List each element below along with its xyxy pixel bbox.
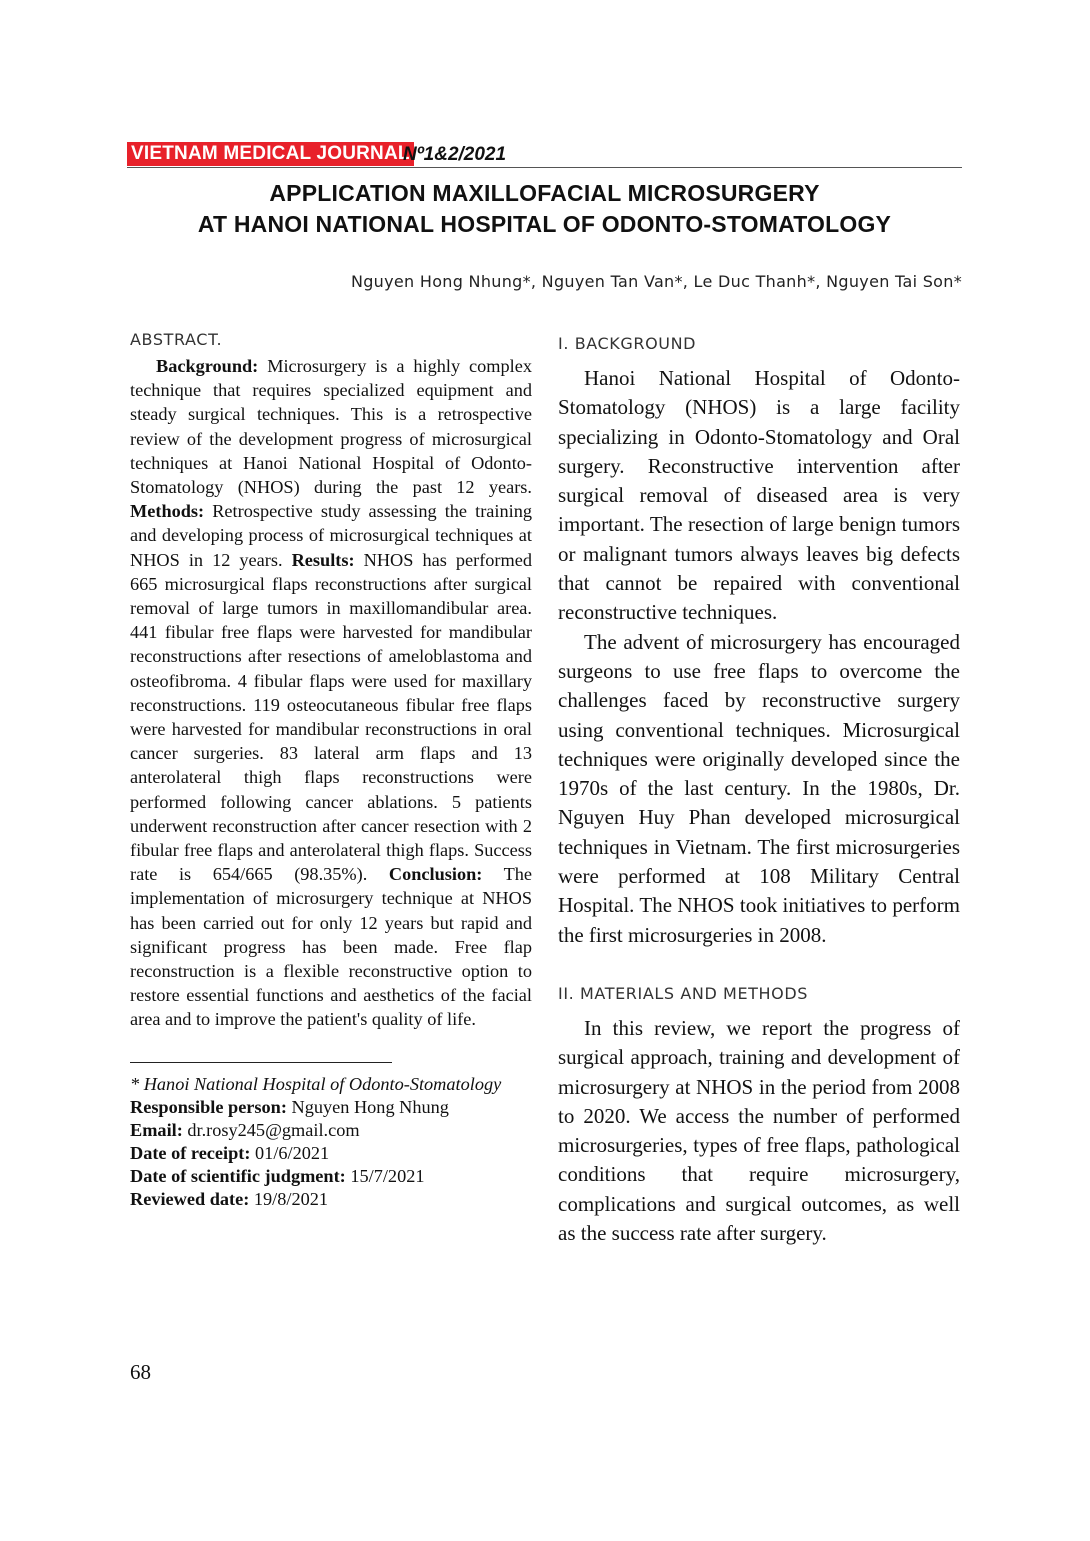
left-column xyxy=(130,330,532,1211)
methods-heading: II. MATERIALS AND METHODS xyxy=(558,983,809,1003)
background-heading: I. BACKGROUND xyxy=(558,334,697,353)
background-paragraph-2: The advent of microsurgery has encouraged surgeons to use free flaps to overcome the challenges faced by reconstructive surgery using conventional techniques. Microsurgical techniques were originally developed since the 1970s of the last century. In the 1980s, Dr. Nguyen Huy Phan developed microsurgical techniques in Vietnam. The first microsurgeries were performed at 108 Military Central Hospital. The NHOS took initiatives to perform the first microsurgeries in 2008. xyxy=(558,629,960,947)
background-text: Microsurgery is a highly complex technique that requires specialized equipment and steady surgical techniques. This is a retrospective review of the development progress of microsurgical techniques at Hanoi National Hospital of Odonto-Stomatology (NHOS) during the past 12 years. xyxy=(130,356,532,498)
abstract-text xyxy=(130,354,532,1032)
title-line-1: APPLICATION MAXILLOFACIAL MICROSURGERY xyxy=(269,180,820,206)
issue-number: Nº1&2/2021 xyxy=(403,144,507,165)
receipt-date xyxy=(130,1142,532,1165)
reviewed-date xyxy=(130,1188,532,1211)
judgment-label: Date of scientific judgment: xyxy=(130,1165,346,1186)
article-title xyxy=(127,178,962,240)
results-text: NHOS has performed 665 microsurgical flaps reconstructions after surgical removal of large tumors in maxillomandibular area. 441 fibular free flaps were harvested for mandibular reconstructions after resections of ameloblastoma and osteofibroma. 4 fibular flaps were used for maxillary reconstructions. 119 osteocutaneous fibular free flaps were harvested for mandibular reconstructions in oral cancer surgeries. 83 lateral arm flaps and 13 anterolateral thigh flaps reconstructions were performed following cancer ablations. 5 patients underwent reconstruction after cancer resection with 2 fibular free flaps and anterolateral thigh flaps. Success rate is 654/665 (98.35%). xyxy=(130,549,532,885)
email-value: dr.rosy245@gmail.com xyxy=(182,1119,360,1140)
conclusion-label: Conclusion: xyxy=(388,864,483,885)
background-paragraph-1: Hanoi National Hospital of Odonto-Stomatology (NHOS) is a large facility specializing in Odonto-Stomatology and Oral surgery. Reconstructive intervention after surgical removal of diseased area is very important. The resection of large benign tumors or malignant tumors always leaves big defects that cannot be repaired with conventional reconstructive techniques. xyxy=(558,366,960,625)
abstract-heading: ABSTRACT. xyxy=(130,330,223,349)
receipt-label: Date of receipt: xyxy=(130,1142,251,1163)
affiliation-note xyxy=(130,1073,532,1096)
methods-label: Methods: xyxy=(130,501,205,522)
responsible-person xyxy=(130,1096,532,1119)
email-label: Email: xyxy=(130,1119,183,1140)
conclusion-text: The implementation of microsurgery technique at NHOS has been carried out for only 12 years but rapid and significant progress has been made. Free flap reconstruction is a flexible reconstructive option to restore essential functions and aesthetics of the facial area and to improve the patient's quality of life. xyxy=(130,864,532,1030)
responsible-label: Responsible person: xyxy=(130,1096,287,1117)
background-label: Background: xyxy=(156,356,259,376)
judgment-value: 15/7/2021 xyxy=(345,1165,425,1186)
receipt-value: 01/6/2021 xyxy=(250,1142,330,1163)
judgment-date xyxy=(130,1165,532,1188)
reviewed-label: Reviewed date: xyxy=(130,1188,250,1209)
methods-text: Retrospective study assessing the training and developing process of microsurgical techniques at NHOS in 12 years. xyxy=(130,501,532,570)
footnote-divider xyxy=(130,1062,392,1063)
author-list: Nguyen Hong Nhung*, Nguyen Tan Van*, Le Duc Thanh*, Nguyen Tai Son* xyxy=(350,272,962,291)
email-line xyxy=(130,1119,532,1142)
title-line-2: AT HANOI NATIONAL HOSPITAL OF ODONTO-STOMATOLOGY xyxy=(197,211,892,237)
journal-header xyxy=(127,141,962,168)
page-number: 68 xyxy=(130,1360,151,1384)
methods-paragraph-1: In this review, we report the progress of surgical approach, training and development of microsurgery at NHOS in the period from 2008 to 2020. We access the number of performed microsurgeries, types of free flaps, pathological conditions that require microsurgery, complications and surgical outcomes, as well as the success rate after surgery. xyxy=(558,1015,960,1246)
reviewed-value: 19/8/2021 xyxy=(249,1188,329,1209)
right-column xyxy=(558,330,960,1248)
journal-name: VIETNAM MEDICAL JOURNAL xyxy=(127,142,414,166)
results-label: Results: xyxy=(291,549,355,570)
responsible-value: Nguyen Hong Nhung xyxy=(286,1096,449,1117)
affiliation-text: * Hanoi National Hospital of Odonto-Stomatology xyxy=(130,1073,502,1094)
